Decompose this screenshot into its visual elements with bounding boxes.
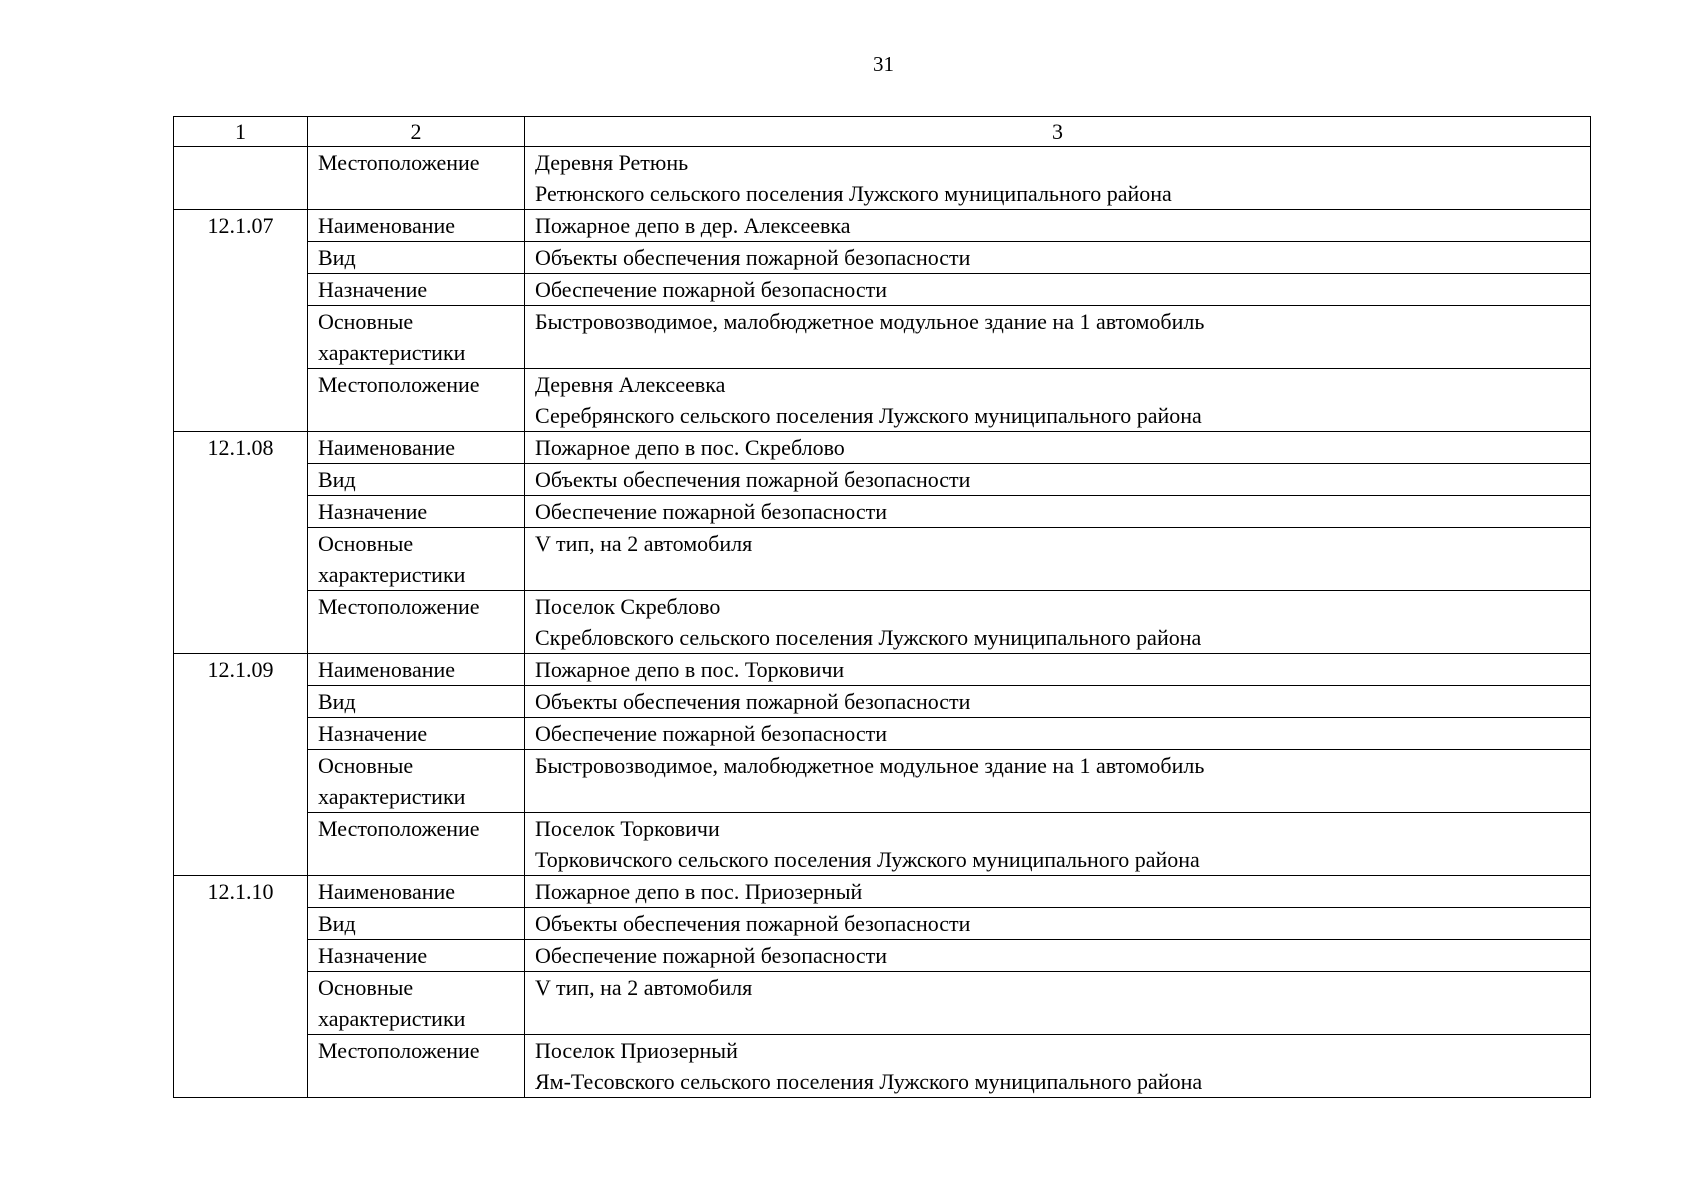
attribute-name: Местоположение xyxy=(308,591,525,654)
attribute-value xyxy=(525,528,1591,591)
attribute-name: Вид xyxy=(308,908,525,940)
attribute-name: Наименование xyxy=(308,210,525,242)
value-line: Поселок Приозерный xyxy=(535,1038,738,1063)
attribute-name: Вид xyxy=(308,464,525,496)
value-line: Поселок Скреблово xyxy=(535,594,721,619)
attribute-value xyxy=(525,654,1591,686)
value-line: Объекты обеспечения пожарной безопасности xyxy=(535,467,971,492)
table-body xyxy=(174,117,1591,1098)
attribute-value xyxy=(525,210,1591,242)
table-row xyxy=(174,306,1591,369)
table-row xyxy=(174,654,1591,686)
value-line: Обеспечение пожарной безопасности xyxy=(535,277,888,302)
attribute-value xyxy=(525,432,1591,464)
attribute-value xyxy=(525,718,1591,750)
value-line: Объекты обеспечения пожарной безопасности xyxy=(535,245,971,270)
value-line: Обеспечение пожарной безопасности xyxy=(535,721,888,746)
table-row xyxy=(174,242,1591,274)
attribute-value xyxy=(525,464,1591,496)
page-number: 31 xyxy=(873,52,894,76)
value-line: Пожарное депо в дер. Алексеевка xyxy=(535,213,851,238)
item-number: 12.1.10 xyxy=(174,876,308,1098)
table-row xyxy=(174,274,1591,306)
value-line: Пожарное депо в пос. Скреблово xyxy=(535,435,845,460)
attribute-name: Вид xyxy=(308,686,525,718)
attribute-name: Назначение xyxy=(308,274,525,306)
table-row xyxy=(174,876,1591,908)
attribute-name: Местоположение xyxy=(308,369,525,432)
attribute-name: Местоположение xyxy=(308,147,525,210)
item-number: 12.1.08 xyxy=(174,432,308,654)
attribute-name: Вид xyxy=(308,242,525,274)
attribute-value xyxy=(525,147,1591,210)
attribute-name: Местоположение xyxy=(308,1035,525,1098)
attribute-name: Основные характеристики xyxy=(308,528,525,591)
table-row xyxy=(174,369,1591,432)
attribute-name: Основные характеристики xyxy=(308,972,525,1035)
table-row xyxy=(174,432,1591,464)
attribute-value xyxy=(525,972,1591,1035)
item-number xyxy=(174,147,308,210)
attribute-value xyxy=(525,369,1591,432)
attribute-value xyxy=(525,306,1591,369)
item-number: 12.1.09 xyxy=(174,654,308,876)
attribute-name: Наименование xyxy=(308,876,525,908)
header-cell: 1 xyxy=(174,117,308,147)
value-line: Объекты обеспечения пожарной безопасности xyxy=(535,911,971,936)
attribute-name: Наименование xyxy=(308,654,525,686)
attribute-value xyxy=(525,686,1591,718)
table-row xyxy=(174,940,1591,972)
attribute-value xyxy=(525,591,1591,654)
table-row xyxy=(174,972,1591,1035)
value-line: Обеспечение пожарной безопасности xyxy=(535,943,888,968)
attribute-value xyxy=(525,813,1591,876)
table-row xyxy=(174,464,1591,496)
attribute-value xyxy=(525,940,1591,972)
table-row xyxy=(174,147,1591,210)
header-cell: 2 xyxy=(308,117,525,147)
value-line: Ретюнского сельского поселения Лужского муниципального района xyxy=(535,181,1172,206)
value-line: Серебрянского сельского поселения Лужского муниципального района xyxy=(535,403,1202,428)
table-row xyxy=(174,1035,1591,1098)
value-line: Деревня Ретюнь xyxy=(535,150,689,175)
value-line: V тип, на 2 автомобиля xyxy=(535,531,753,556)
value-line: Пожарное депо в пос. Приозерный xyxy=(535,879,863,904)
attribute-name: Основные характеристики xyxy=(308,306,525,369)
value-line: Скребловского сельского поселения Лужского муниципального района xyxy=(535,625,1202,650)
table-row xyxy=(174,591,1591,654)
facilities-table xyxy=(173,116,1591,1098)
attribute-value xyxy=(525,274,1591,306)
value-line: Поселок Торковичи xyxy=(535,816,720,841)
attribute-value xyxy=(525,876,1591,908)
value-line: Ям-Тесовского сельского поселения Лужского муниципального района xyxy=(535,1069,1203,1094)
attribute-name: Назначение xyxy=(308,718,525,750)
attribute-name: Местоположение xyxy=(308,813,525,876)
value-line: Деревня Алексеевка xyxy=(535,372,726,397)
value-line: Пожарное депо в пос. Торковичи xyxy=(535,657,845,682)
table-row xyxy=(174,718,1591,750)
table-header-row xyxy=(174,117,1591,147)
table-row xyxy=(174,750,1591,813)
attribute-name: Основные характеристики xyxy=(308,750,525,813)
table-row xyxy=(174,908,1591,940)
attribute-value xyxy=(525,908,1591,940)
attribute-value xyxy=(525,496,1591,528)
value-line: V тип, на 2 автомобиля xyxy=(535,975,753,1000)
value-line: Объекты обеспечения пожарной безопасности xyxy=(535,689,971,714)
value-line: Быстровозводимое, малобюджетное модульное здание на 1 автомобиль xyxy=(535,753,1205,778)
table-row xyxy=(174,813,1591,876)
value-line: Торковичского сельского поселения Лужского муниципального района xyxy=(535,847,1200,872)
attribute-name: Назначение xyxy=(308,940,525,972)
attribute-name: Наименование xyxy=(308,432,525,464)
attribute-value xyxy=(525,750,1591,813)
value-line: Быстровозводимое, малобюджетное модульное здание на 1 автомобиль xyxy=(535,309,1205,334)
item-number: 12.1.07 xyxy=(174,210,308,432)
table-row xyxy=(174,496,1591,528)
value-line: Обеспечение пожарной безопасности xyxy=(535,499,888,524)
table-row xyxy=(174,528,1591,591)
attribute-value xyxy=(525,1035,1591,1098)
table-row xyxy=(174,210,1591,242)
header-cell: 3 xyxy=(525,117,1591,147)
attribute-name: Назначение xyxy=(308,496,525,528)
table-row xyxy=(174,686,1591,718)
attribute-value xyxy=(525,242,1591,274)
